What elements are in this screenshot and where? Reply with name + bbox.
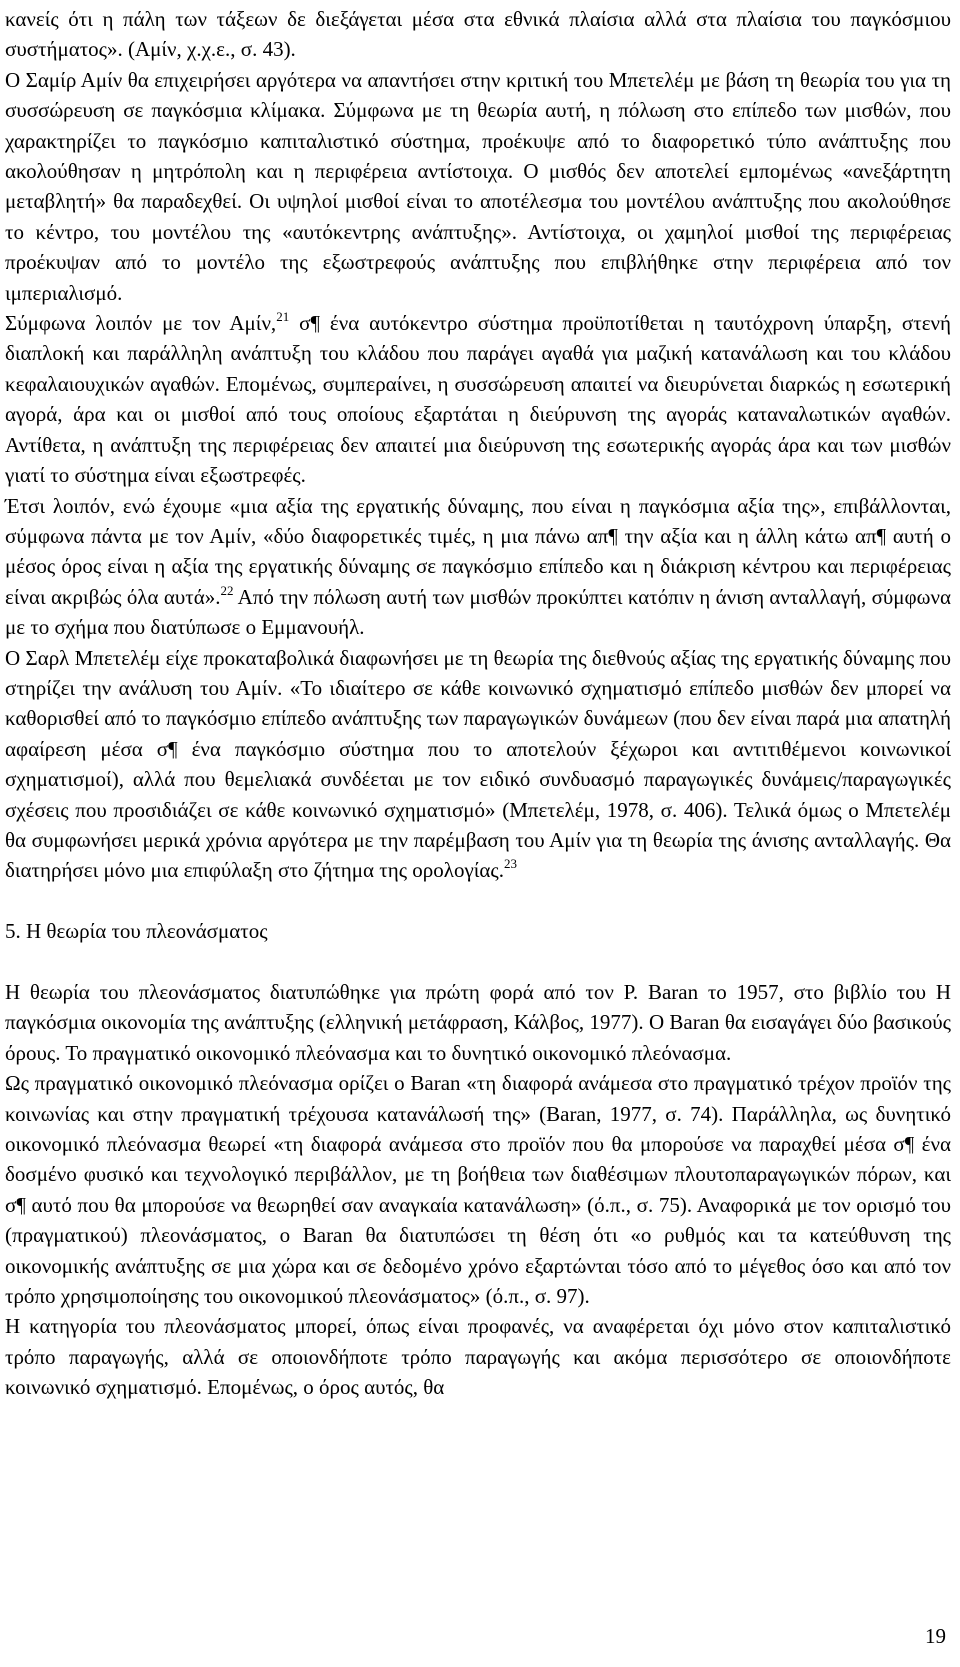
- page-number: 19: [925, 1624, 946, 1648]
- paragraph-bettelheim: [5, 643, 951, 886]
- paragraph-amin-response: [5, 65, 951, 308]
- paragraph-baran-intro: [5, 977, 951, 1068]
- footnote-marker-23: 23: [503, 856, 517, 872]
- section-heading: 5. Η θεωρία του πλεονάσματος: [5, 919, 268, 944]
- paragraph-text: Από την πόλωση αυτή των μισθών προκύπτει κατόπιν η άνιση ανταλλαγή, σύμφωνα με το σχήμα που διατύπωσε ο Εμμανουήλ.: [5, 584, 951, 640]
- blank-line: [5, 947, 951, 977]
- paragraph-surplus-category: [5, 1311, 951, 1402]
- paragraph-text: Έτσι λοιπόν, ενώ έχουμε «μια αξία της εργατικής δύναμης, που είναι η παγκόσμια αξία της», επιβάλλονται, σύμφωνα πάντα με τον Αμίν, «δύο διαφορετικές τιμές, η μια πάνω απ¶ την αξία και η άλλη κάτω απ¶ αυτή ο μέσος όρος είναι η αξία της εργατικής δύναμης σε παγκόσμιο επίπεδο και η διάκριση κέντρου και περιφέρειας είναι ακριβώς όλα αυτά».: [5, 493, 951, 609]
- paragraph-autocentric-system: [5, 308, 951, 490]
- paragraph-baran-definitions: [5, 1068, 951, 1311]
- footnote-marker-21: 21: [276, 309, 290, 325]
- blank-line: [5, 886, 951, 916]
- paragraph-text: Σύμφωνα λοιπόν με τον Αμίν,: [5, 311, 277, 336]
- footnote-marker-22: 22: [220, 582, 234, 598]
- paragraph-text: Η κατηγορία του πλεονάσματος μπορεί, όπως είναι προφανές, να αναφέρεται όχι μόνο στον καπιταλιστικό τρόπο παραγωγής, αλλά σε οποιονδήποτε τρόπο παραγωγής και ακόμα περισσότερο σε οποιονδήποτε κοινωνικό σχηματισμό. Επομένως, ο όρος αυτός, θα: [5, 1314, 951, 1400]
- paragraph-text: Ο Σαρλ Μπετελέμ είχε προκαταβολικά διαφωνήσει με τη θεωρία της διεθνούς αξίας της εργατικής δύναμης που στηρίζει την ανάλυση του Αμίν. «Το ιδιαίτερο σε κάθε κοινωνικό σχηματισμό επίπεδο μισθών δεν μπορεί να καθορισθεί από το παγκόσμιο επίπεδο ανάπτυξης των παραγωγικών δυνάμεων (που δεν είναι παρά μια απατηλή αφαίρεση μέσα σ¶ ένα παγκόσμιο σύστημα που το αποτελούν ξέχωροι και αντιτιθέμενοι κοινωνικοί σχηματισμοί), αλλά που θεμελιακά συνδέεται με τον ειδικό συνδυασμό παραγωγικές δυνάμεις/παραγωγικές σχέσεις που προσιδιάζει σε κάθε κοινωνικό σχηματισμό» (Μπετελέμ, 1978, σ. 406). Τελικά όμως ο Μπετελέμ θα συμφωνήσει μερικά χρόνια αργότερα με την παρέμβαση του Αμίν για τη θεωρία της άνισης ανταλλαγής. Θα διατηρήσει μόνο μια επιφύλαξη στο ζήτημα της ορολογίας.: [5, 645, 951, 883]
- body-text: [5, 4, 951, 1403]
- paragraph-text: κανείς ότι η πάλη των τάξεων δε διεξάγεται μέσα στα εθνικά πλαίσια αλλά στα πλαίσια του παγκόσμιου συστήματος». (Αμίν, χ.χ.ε., σ. 43).: [5, 7, 951, 62]
- paragraph-text: Ο Σαμίρ Αμίν θα επιχειρήσει αργότερα να απαντήσει στην κριτική του Μπετελέμ με βάση τη θεωρία του για τη συσσώρευση σε παγκόσμια κλίμακα. Σύμφωνα με τη θεωρία αυτή, η πόλωση στο επίπεδο των μισθών, που χαρακτηρίζει το παγκόσμιο καπιταλιστικό σύστημα, προέκυψε από το διαφορετικό τύπο ανάπτυξης που ακολούθησαν η μητρόπολη και η περιφέρεια αντίστοιχα. Ο μισθός δεν αποτελεί εμπομένως «ανεξάρτητη μεταβλητή» θα παραδεχθεί. Οι υψηλοί μισθοί είναι το αποτέλεσμα του μοντέλου ανάπτυξης που ακολούθησε το κέντρο, του μοντέλου της «αυτόκεντρης ανάπτυξης». Αντίστοιχα, οι χαμηλοί μισθοί της περιφέρειας προέκυψαν από το μοντέλο της εξωστρεφούς ανάπτυξης που επιβλήθηκε στην περιφέρεια από τον ιμπεριαλισμό.: [5, 67, 951, 305]
- paragraph-text: Ως πραγματικό οικονομικό πλεόνασμα ορίζει ο Baran «τη διαφορά ανάμεσα στο πραγματικό τρέχον προϊόν της κοινωνίας και στην πραγματική τρέχουσα κατανάλωσή της» (Baran, 1977, σ. 74). Παράλληλα, ως δυνητικό οικονομικό πλεόνασμα θεωρεί «τη διαφορά ανάμεσα στο προϊόν που θα μπορούσε να παραχθεί μέσα σ¶ ένα δοσμένο φυσικό και τεχνολογικό περιβάλλον, με τη βοήθεια των διαθέσιμων πλουτοπαραγωγικών πόρων, και σ¶ αυτό που θα μπορούσε να θεωρηθεί σαν αναγκαία κατανάλωση» (ό.π., σ. 75). Αναφορικά με τον ορισμό του (πραγματικού) πλεονάσματος, ο Baran θα διατυπώσει τη θέση ότι «ο ρυθμός και τα κατεύθυνση της οικονομικής ανάπτυξης σε μια χώρα και σε δεδομένο χρόνο εξαρτώνται τόσο από το μέγεθος όσο και από τον τρόπο χρησιμοποίησης του οικονομικού πλεονάσματος» (ό.π., σ. 97).: [5, 1071, 951, 1309]
- paragraph-continuation: [5, 4, 951, 65]
- paragraph-text: σ¶ ένα αυτόκεντρο σύστημα προϋποτίθεται η ταυτόχρονη ύπαρξη, στενή διαπλοκή και παράλληλη ανάπτυξη του κλάδου που παράγει αγαθά για μαζική κατανάλωση και του κλάδου κεφαλαιουχικών αγαθών. Επομένως, συμπεραίνει, η συσσώρευση απαιτεί να διευρύνεται διαρκώς η εσωτερική αγορά, άρα και οι μισθοί από τους οποίους εξαρτάται η διεύρυνση της αγοράς καταναλωτικών αγαθών. Αντίθετα, η ανάπτυξη της περιφέρειας δεν απαιτεί μια διεύρυνση της εσωτερικής αγοράς άρα και των μισθών γιατί το σύστημα είναι εξωστρεφές.: [5, 311, 951, 488]
- paragraph-text: Η θεωρία του πλεονάσματος διατυπώθηκε για πρώτη φορά από τον P. Baran το 1957, στο βιβλίο του Η παγκόσμια οικονομία της ανάπτυξης (ελληνική μετάφραση, Κάλβος, 1977). Ο Baran θα εισαγάγει δύο βασικούς όρους. Το πραγματικό οικονομικό πλεόνασμα και το δυνητικό οικονομικό πλεόνασμα.: [5, 979, 951, 1065]
- paragraph-wage-polarization: [5, 491, 951, 643]
